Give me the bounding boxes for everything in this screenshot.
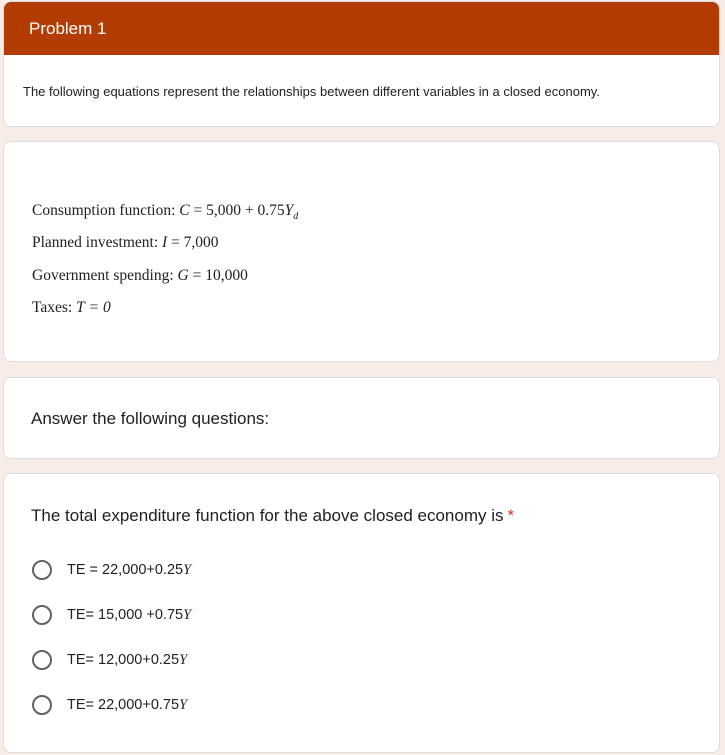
equation-taxes	[32, 299, 111, 317]
equation-consumption	[32, 202, 298, 222]
equation-rhs: = 0	[88, 299, 111, 316]
equation-investment	[32, 234, 219, 252]
equation-lhs: I	[162, 234, 168, 251]
equation-label: Government spending:	[32, 267, 174, 284]
equation-label: Taxes:	[32, 299, 73, 316]
equation-rhs: = 7,000	[171, 234, 219, 251]
equation-rhs: = 5,000 + 0.75	[193, 202, 285, 219]
equation-rhs: = 10,000	[192, 267, 248, 284]
equation-subscript: d	[293, 211, 299, 223]
radio-button[interactable]	[32, 650, 52, 670]
option-label: TE= 22,000+0.75Y	[67, 696, 188, 713]
radio-button[interactable]	[32, 560, 52, 580]
option-label: TE= 15,000 +0.75Y	[67, 606, 192, 623]
option-3[interactable]	[32, 650, 187, 670]
option-4[interactable]	[32, 695, 187, 715]
equation-label: Consumption function:	[32, 202, 176, 219]
equations-card	[3, 141, 720, 362]
question-card	[3, 473, 720, 753]
option-label: TE = 22,000+0.25Y	[67, 561, 192, 578]
equation-lhs: C	[179, 202, 190, 219]
section-heading-card	[3, 377, 720, 459]
option-1[interactable]	[32, 560, 191, 580]
radio-button[interactable]	[32, 605, 52, 625]
question-text	[31, 506, 514, 526]
section-header-band	[4, 2, 719, 55]
radio-button[interactable]	[32, 695, 52, 715]
equation-lhs: G	[177, 267, 189, 284]
question-label: The total expenditure function for the above closed economy is	[31, 506, 504, 525]
header-card	[3, 1, 720, 127]
equation-lhs: T	[76, 299, 85, 316]
section-heading: Answer the following questions:	[31, 409, 270, 428]
section-description: The following equations represent the relationships between different variables in a closed economy.	[23, 84, 600, 99]
option-label: TE= 12,000+0.25Y	[67, 651, 188, 668]
section-title: Problem 1	[29, 18, 107, 38]
required-marker: *	[507, 506, 515, 525]
equation-label: Planned investment:	[32, 234, 159, 251]
equation-variable: Y	[284, 202, 294, 219]
option-2[interactable]	[32, 605, 191, 625]
equation-government	[32, 267, 248, 285]
